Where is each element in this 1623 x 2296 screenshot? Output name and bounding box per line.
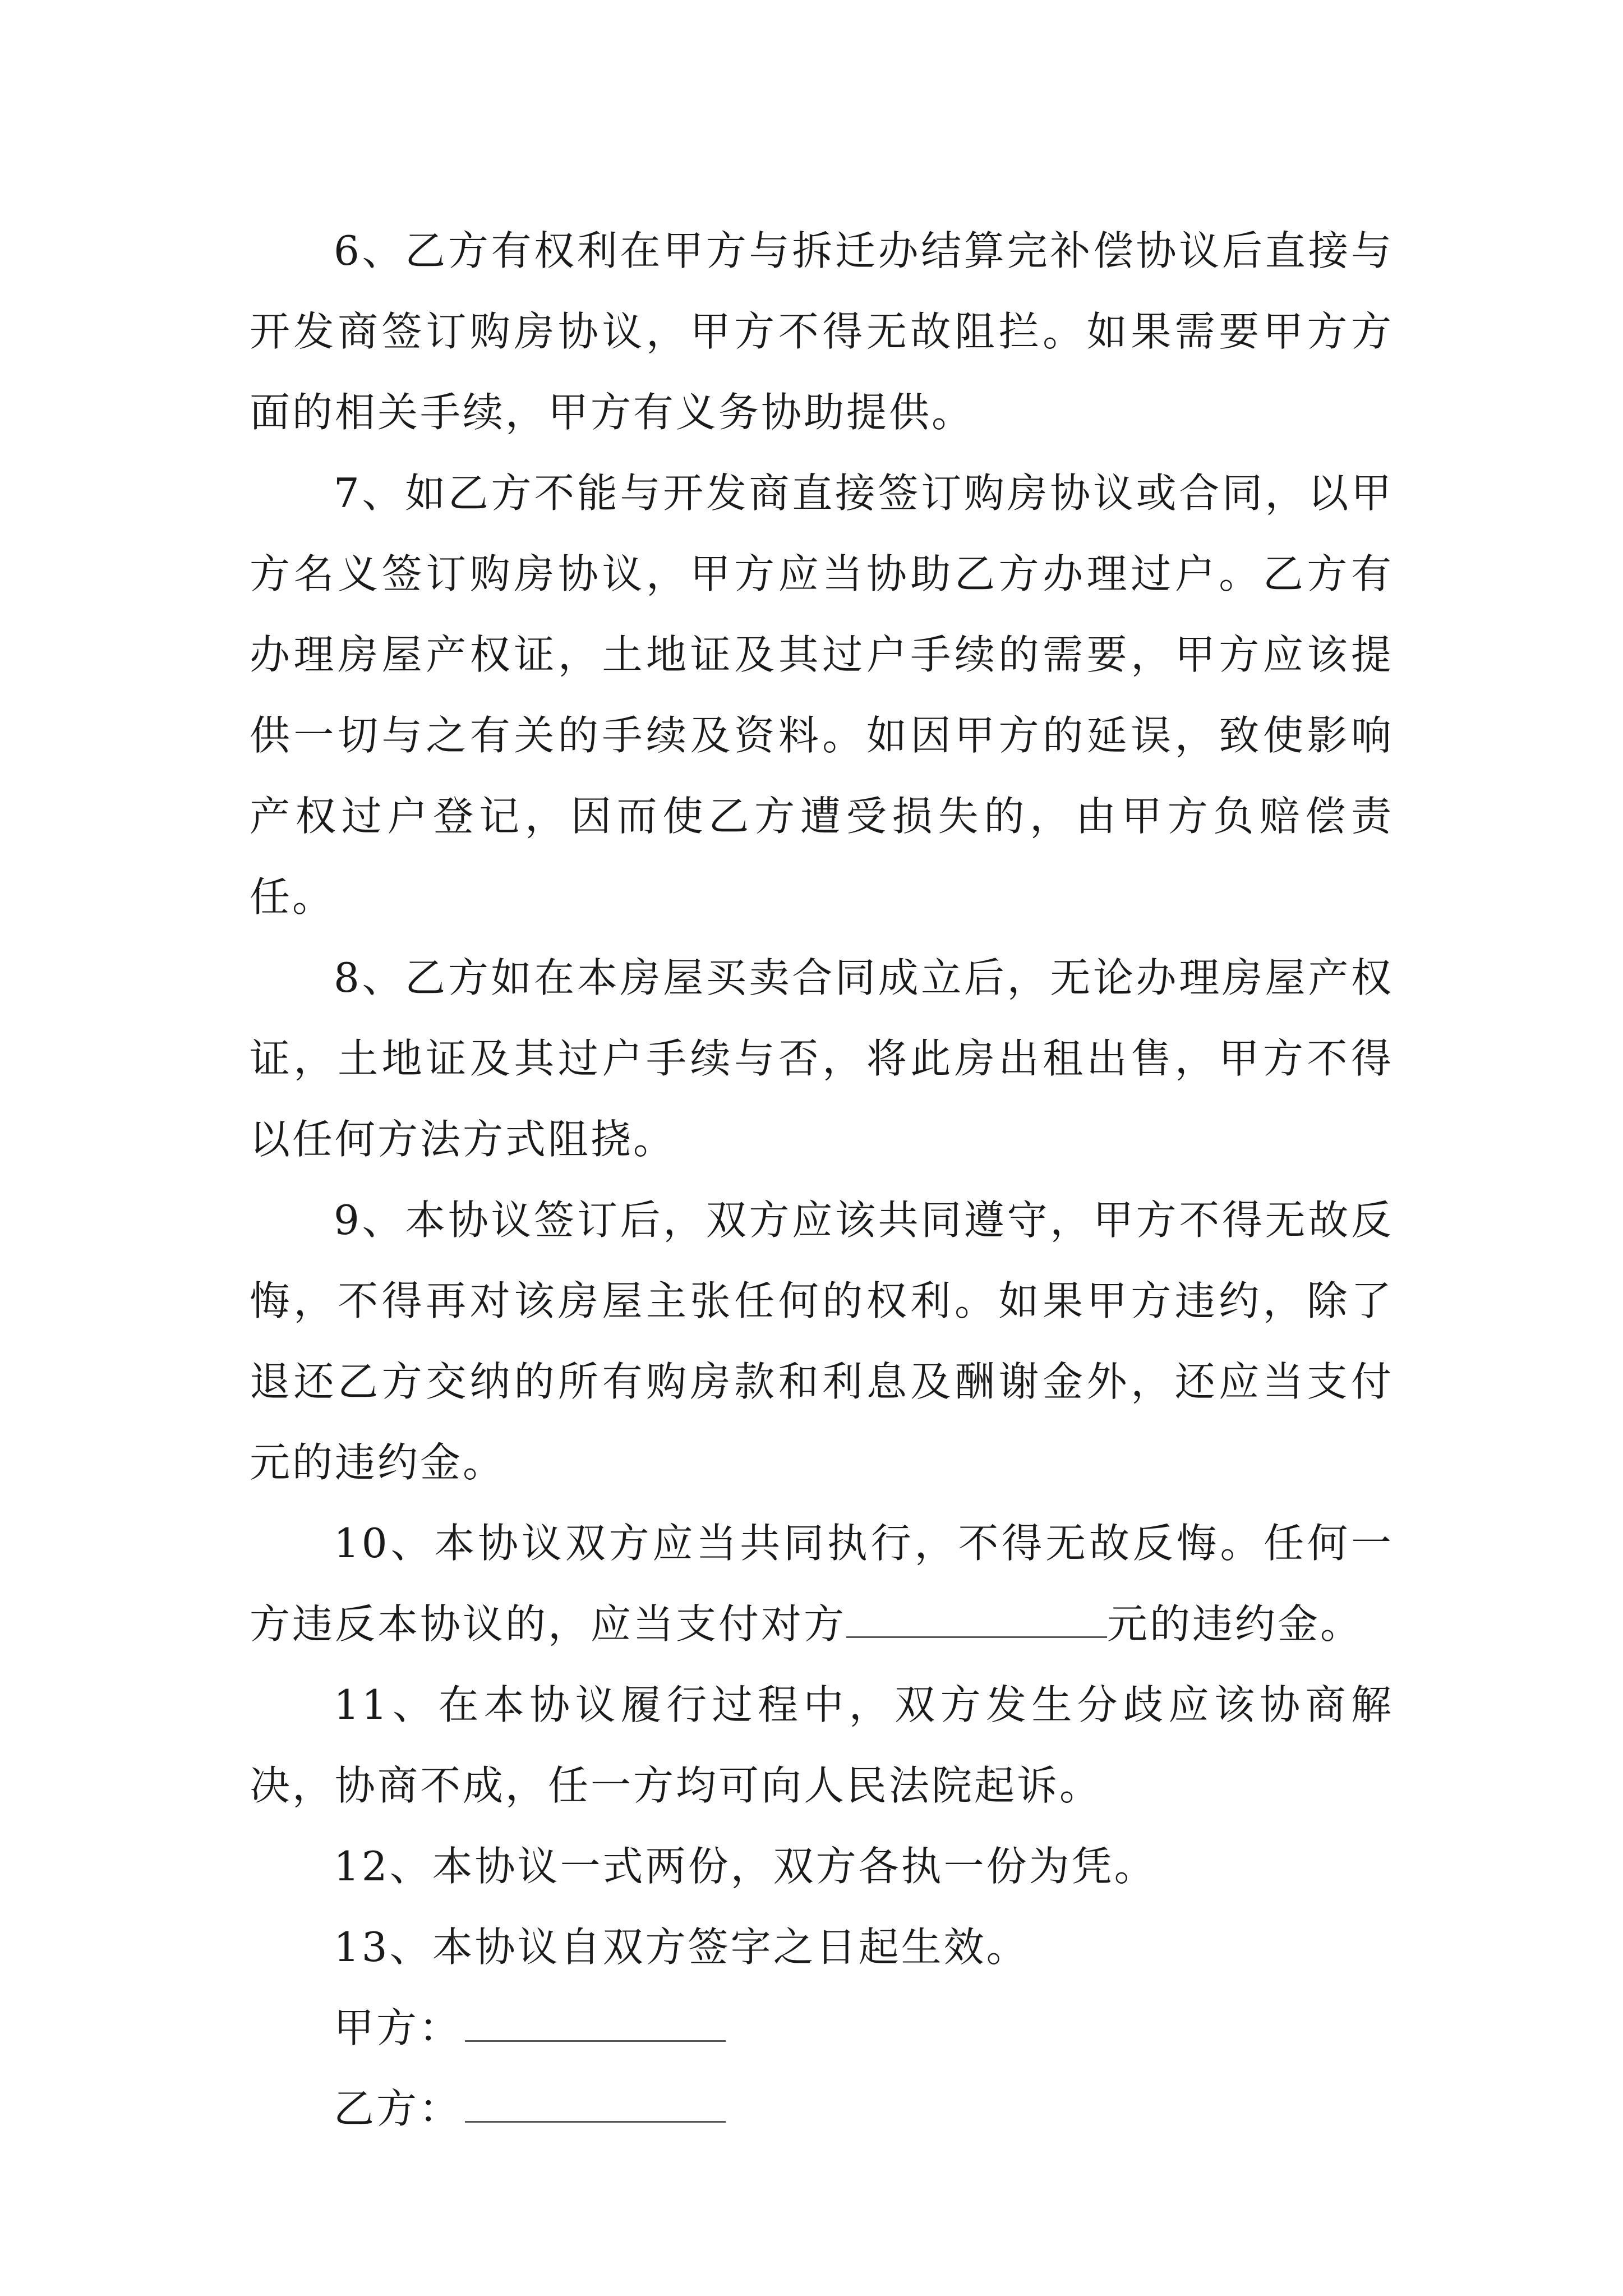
penalty-amount-blank <box>846 1597 1107 1638</box>
clause-13: 13、本协议自双方签字之日起生效。 <box>334 1924 1029 1971</box>
clause-7: 7、如乙方不能与开发商直接签订购房协议或合同，以甲方名义签订购房协议，甲方应当协助乙方办理过户。乙方有办理房屋产权证，土地证及其过户手续的需要，甲方应该提供一切与之有关的手续及资料。如因甲方的延误，致使影响产权过户登记，因而使乙方遭受损失的，由甲方负赔偿责任。 <box>250 470 1394 921</box>
clause-9: 9、本协议签订后，双方应该共同遵守，甲方不得无故反悔，不得再对该房屋主张任何的权利。如果甲方违约，除了退还乙方交纳的所有购房款和利息及酬谢金外，还应当支付 元的违约金。 <box>250 1197 1394 1486</box>
signature-party-a <box>250 1987 1394 2068</box>
clause-6: 6、乙方有权利在甲方与拆迁办结算完补偿协议后直接与开发商签订购房协议，甲方不得无故阻拦。如果需要甲方方面的相关手续，甲方有义务协助提供。 <box>250 227 1394 436</box>
party-a-signature-blank <box>465 2001 726 2042</box>
clause-10-suffix: 元的违约金。 <box>1107 1600 1363 1648</box>
party-b-signature-blank <box>465 2082 726 2123</box>
agreement-body <box>250 210 1394 2149</box>
clause-8: 8、乙方如在本房屋买卖合同成立后，无论办理房屋产权证，土地证及其过户手续与否，将此房出租出售，甲方不得以任何方法方式阻挠。 <box>250 954 1394 1163</box>
clause-10 <box>250 1503 1394 1664</box>
clause-12: 12、本协议一式两份，双方各执一份为凭。 <box>334 1843 1157 1890</box>
signature-party-b <box>250 2068 1394 2149</box>
clause-11: 11、在本协议履行过程中，双方发生分歧应该协商解决，协商不成，任一方均可向人民法院起诉。 <box>250 1681 1394 1809</box>
party-a-label: 甲方： <box>334 2004 462 2051</box>
clause-10-text: 10、本协议双方应当共同执行，不得无故反悔。任何一方违反本协议的，应当支付对方 <box>250 1520 1394 1648</box>
party-b-label: 乙方： <box>334 2085 462 2132</box>
